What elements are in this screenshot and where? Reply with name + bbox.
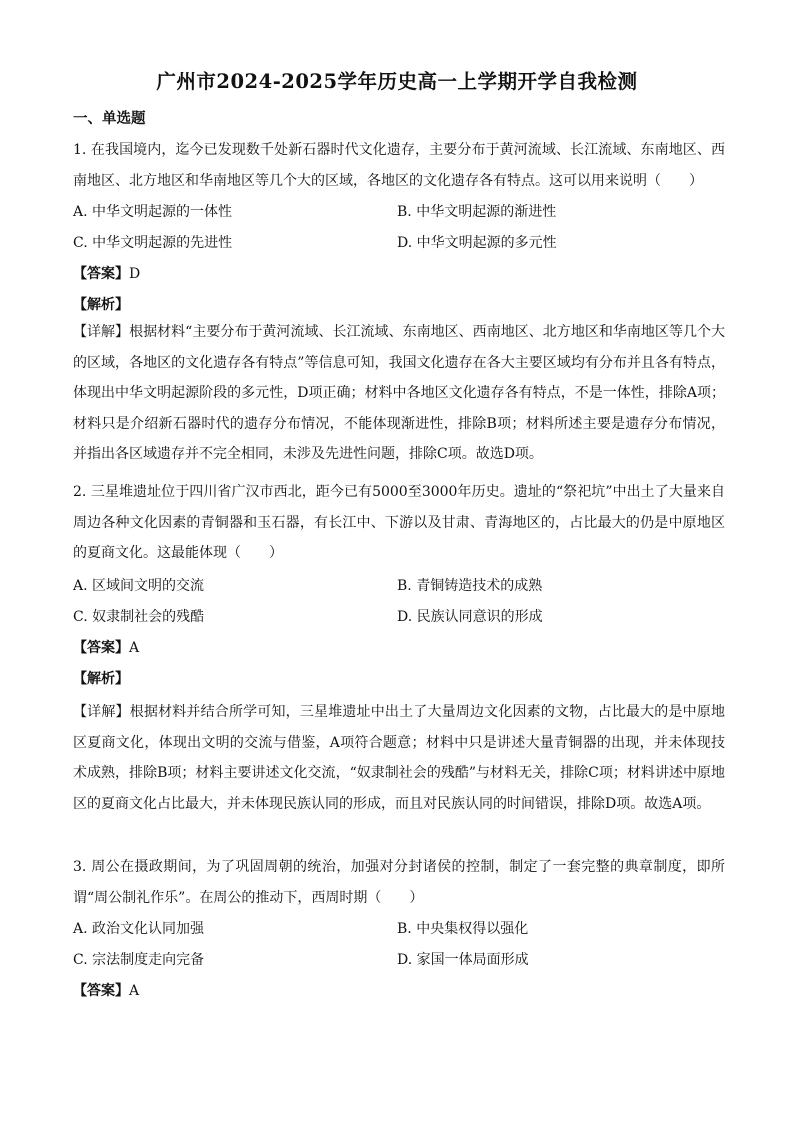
question-1-option-d: D. 中华文明起源的多元性 bbox=[397, 235, 557, 251]
question-1-analysis-tag: 【解析】 bbox=[73, 297, 129, 313]
question-2-analysis-tag: 【解析】 bbox=[73, 671, 129, 687]
page-title: 广州市2024-2025学年历史高一上学期开学自我检测 bbox=[156, 70, 638, 93]
question-2-detail: 【详解】根据材料并结合所学可知，三星堆遗址中出土了大量周边文化因素的文物，占比最大的是中原地区夏商文化，体现出文明的交流与借鉴，A项符合题意；材料中只是讲述大量青铜器的出现，并未体现技术成熟，排除B项；材料主要讲述文化交流，“奴隶制社会的残酷”与材料无关，排除C项；材料讲述中原地区的夏商文化占比最大，并未体现民族认同的形成，而且对民族认同的时间错误，排除D项。故选A项。 bbox=[73, 704, 725, 812]
question-1-option-c: C. 中华文明起源的先进性 bbox=[73, 235, 233, 251]
question-3-option-c: C. 宗法制度走向完备 bbox=[73, 952, 205, 968]
question-3-option-d: D. 家国一体局面形成 bbox=[397, 952, 529, 968]
question-3-answer bbox=[73, 981, 139, 1001]
question-1-option-b: B. 中华文明起源的渐进性 bbox=[397, 204, 557, 220]
question-1-detail: 【详解】根据材料“主要分布于黄河流域、长江流域、东南地区、西南地区、北方地区和华南地区等几个大的区域，各地区的文化遗存各有特点”等信息可知，我国文化遗存在各大主要区域均有分布并且各有特点，体现出中华文明起源阶段的多元性，D项正确；材料中各地区文化遗存各有特点，不是一体性，排除A项；材料只是介绍新石器时代的遗存分布情况，不能体现渐进性，排除B项；材料所述主要是遗存分布情况，并指出各区域遗存并不完全相同，未涉及先进性问题，排除C项。故选D项。 bbox=[73, 324, 725, 462]
question-2-answer bbox=[73, 638, 139, 658]
answer-value: A bbox=[129, 983, 140, 999]
question-2-option-a: A. 区域间文明的交流 bbox=[73, 578, 205, 594]
question-2-option-b: B. 青铜铸造技术的成熟 bbox=[397, 578, 543, 594]
answer-tag: 【答案】 bbox=[73, 266, 129, 282]
question-2-stem: 2. 三星堆遗址位于四川省广汉市西北，距今已有5000至3000年历史。遗址的“祭祀坑”中出土了大量来自周边各种文化因素的青铜器和玉石器，有长江中、下游以及甘肃、青海地区的，占比最大的仍是中原地区的夏商文化。这最能体现（ ） bbox=[73, 484, 725, 561]
question-1-option-a: A. 中华文明起源的一体性 bbox=[73, 204, 233, 220]
answer-value: D bbox=[129, 266, 141, 282]
question-2-option-d: D. 民族认同意识的形成 bbox=[397, 609, 543, 625]
question-1-answer bbox=[73, 264, 140, 284]
answer-tag: 【答案】 bbox=[73, 983, 129, 999]
answer-value: A bbox=[129, 640, 140, 656]
question-2-option-c: C. 奴隶制社会的残酷 bbox=[73, 609, 205, 625]
question-1-stem: 1. 在我国境内，迄今已发现数千处新石器时代文化遗存，主要分布于黄河流域、长江流域、东南地区、西南地区、北方地区和华南地区等几个大的区域，各地区的文化遗存各有特点。这可以用来说明（ ） bbox=[73, 142, 725, 189]
question-3-option-a: A. 政治文化认同加强 bbox=[73, 921, 205, 937]
section-heading: 一、单选题 bbox=[73, 110, 146, 127]
question-3-option-b: B. 中央集权得以强化 bbox=[397, 921, 529, 937]
question-3-stem: 3. 周公在摄政期间，为了巩固周朝的统治，加强对分封诸侯的控制，制定了一套完整的典章制度，即所谓“周公制礼作乐”。在周公的推动下，西周时期（ ） bbox=[73, 859, 725, 906]
answer-tag: 【答案】 bbox=[73, 640, 129, 656]
